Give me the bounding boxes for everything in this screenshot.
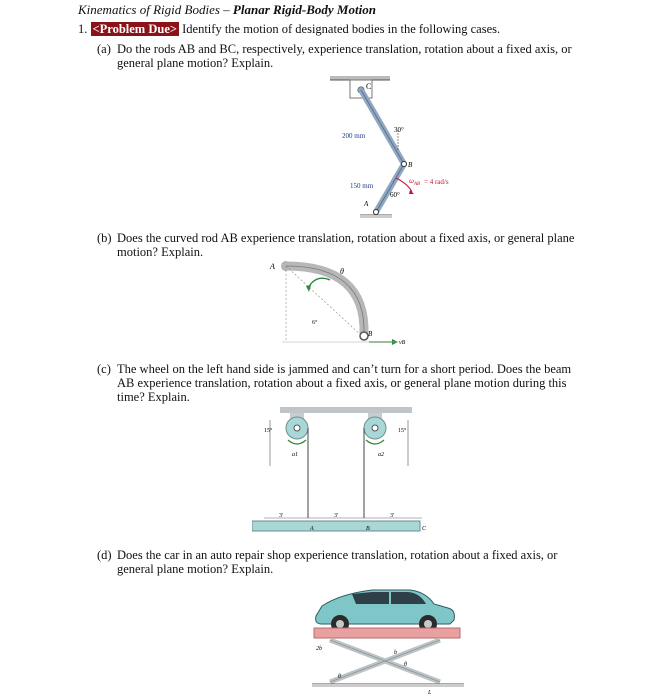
problem-intro: Identify the motion of designated bodies in the following cases. [179, 22, 501, 36]
pin-b [360, 332, 368, 340]
figure-b-curved-rod [268, 256, 418, 354]
label-a: A [364, 200, 369, 208]
dim-left: 3' [279, 513, 284, 519]
figure-c-pulley-beam [252, 406, 432, 538]
label-a: A [310, 526, 314, 532]
part-a-label: (a) [97, 42, 111, 56]
label-c: C [366, 82, 372, 91]
label-b: B [368, 330, 373, 338]
label-c: C [422, 526, 427, 532]
label-a1: a1 [292, 452, 298, 458]
part-c-label: (c) [97, 362, 111, 376]
label-vb: vB [399, 340, 406, 346]
dim-right: 3' [390, 513, 395, 519]
part-a [97, 42, 587, 70]
part-b [97, 231, 587, 259]
part-d-label: (d) [97, 548, 112, 562]
header-topic: Planar Rigid-Body Motion [232, 2, 376, 17]
angle-right: 15° [398, 428, 407, 434]
part-b-text: Does the curved rod AB experience translation, rotation about a fixed axis, or general plane motion? Explain. [117, 231, 575, 259]
label-l: L [428, 690, 432, 696]
part-d [97, 548, 587, 576]
header-course: Kinematics of Rigid Bodies [78, 2, 220, 17]
label-theta: θ [340, 267, 344, 276]
problem-badge: <Problem Due> [92, 22, 177, 36]
length-ab: 150 mm [350, 182, 374, 190]
part-d-text: Does the car in an auto repair shop experience translation, rotation about a fixed axis, or general plane motion? Explain. [117, 548, 558, 576]
ceiling-support [330, 76, 390, 80]
pin-b [402, 162, 407, 167]
rotation-arrow [308, 278, 330, 288]
angle-left: 15° [264, 428, 273, 434]
part-c-text: The wheel on the left hand side is jammed and can’t turn for a short period. Does the beam AB experience translation, rotation about a fixed axis, or general plane motion during this time? Explain. [117, 362, 572, 404]
angle-30: 30° [394, 126, 404, 134]
angle-6: 6° [312, 320, 318, 326]
lift-platform [314, 628, 460, 638]
problem-number: 1. [78, 22, 88, 36]
part-b-label: (b) [97, 231, 112, 245]
figure-d-car-lift [300, 584, 476, 696]
part-c [97, 362, 587, 404]
label-theta-right: θ [404, 662, 407, 668]
ceiling-support [280, 407, 412, 413]
pin-a [374, 210, 379, 215]
label-b: B [408, 161, 413, 169]
angle-60: 60° [390, 191, 400, 199]
label-b: B [366, 526, 370, 532]
length-bc: 200 mm [342, 132, 366, 140]
page-header [78, 2, 376, 18]
problem-line [78, 22, 500, 37]
label-a: A [270, 262, 275, 271]
omega-value: = 4 rad/s [424, 178, 449, 186]
part-a-text: Do the rods AB and BC, respectively, experience translation, rotation about a fixed axis, or general plane motion? Explain. [117, 42, 572, 70]
figure-a-rods [320, 72, 500, 224]
label-b: b [394, 650, 397, 656]
header-dash: – [219, 2, 233, 17]
beam-ab [252, 521, 420, 531]
label-2b: 2b [316, 646, 322, 652]
label-a2: a2 [378, 452, 384, 458]
curved-rod [286, 266, 364, 334]
dim-middle: 3' [334, 513, 339, 519]
omega-label: $\omega_{AB}$ [409, 177, 421, 187]
label-theta-left: θ [338, 674, 341, 680]
